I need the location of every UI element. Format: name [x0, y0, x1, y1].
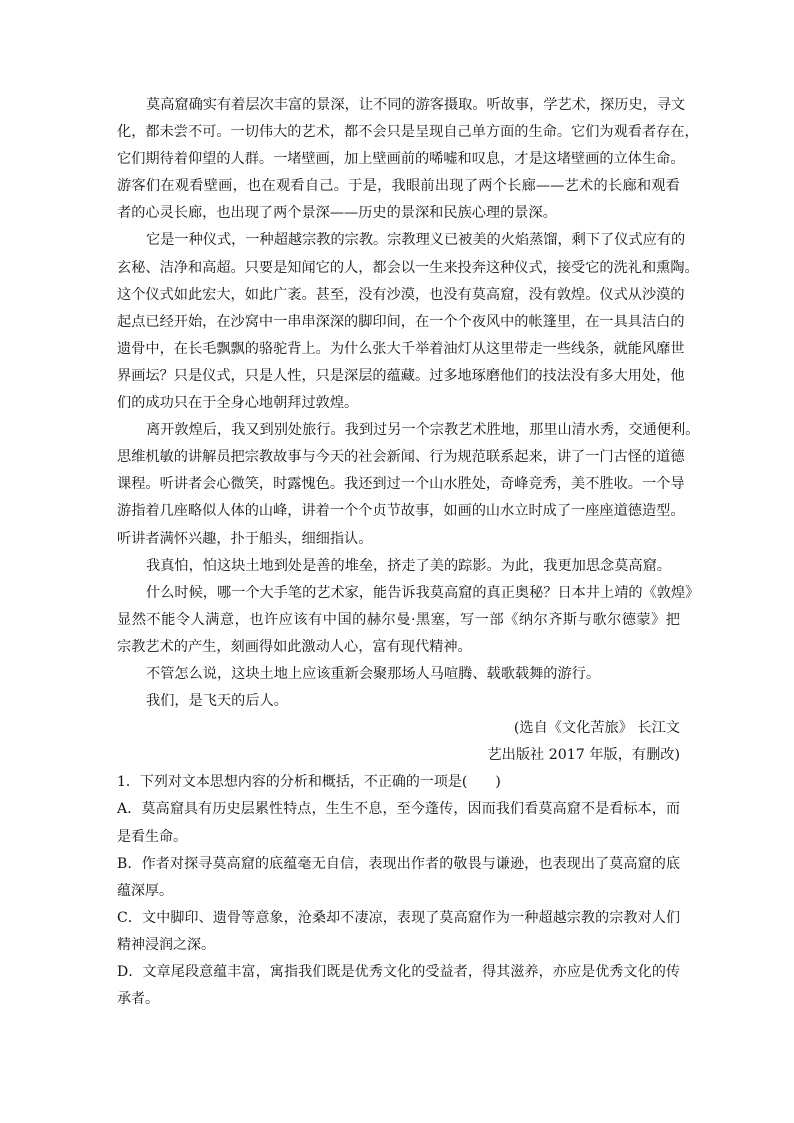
- option-line: C．文中脚印、遗骨等意象，沧桑却不凄凉，表现了莫高窟作为一种超越宗教的宗教对人们: [117, 909, 680, 926]
- option-c: [117, 905, 680, 959]
- text-line: 们的成功只在于全身心地朝拜过敦煌。: [117, 395, 359, 412]
- text-line: 什么时候，哪一个大手笔的艺术家，能告诉我莫高窟的真正奥秘？日本井上靖的《敦煌》: [146, 584, 700, 601]
- text-line: 听讲者满怀兴趣，扑于船头，细细指认。: [117, 530, 373, 547]
- text-line: 不管怎么说，这块土地上应该重新会聚那场人马喧腾、载歌载舞的游行。: [146, 665, 601, 682]
- paragraph-1: [117, 92, 699, 227]
- text-line: 化，都未尝不可。一切伟大的艺术，都不会只是呈现自己单方面的生命。它们为观看者存在，: [117, 124, 699, 141]
- option-line: A．莫高窟具有历史层累性特点，生生不息，至今蓬传，因而我们看莫高窟不是看标本，而: [117, 801, 680, 818]
- paragraph-3: [117, 417, 700, 552]
- text-line: 我们，是飞天的后人。: [146, 693, 288, 710]
- option-line: D．文章尾段意蕴丰富，寓指我们既是优秀文化的受益者，得其滋养，亦应是优秀文化的传: [117, 964, 680, 980]
- paragraph-4: [117, 553, 680, 580]
- document-page: [117, 92, 700, 1013]
- option-line: 精神浸润之深。: [117, 936, 215, 953]
- option-a: [117, 796, 680, 850]
- option-line: B．作者对探寻莫高窟的底蕴毫无自信，表现出作者的敬畏与谦逊，也表现出了莫高窟的底: [117, 855, 680, 872]
- text-line: 玄秘、洁净和高超。只要是知闻它的人，都会以一生来投奔这种仪式，接受它的洗礼和熏陶。: [117, 259, 699, 276]
- option-line: 蕴深厚。: [117, 882, 173, 899]
- text-line: 游指着几座略似人体的山峰，讲着一个个贞节故事，如画的山水立时成了一座座道德造型。: [117, 503, 685, 520]
- paragraph-7: [117, 688, 680, 715]
- text-line: 遗骨中，在长毛飘飘的骆驼背上。为什么张大千举着油灯从这里带走一些线条，就能风靡世: [117, 340, 685, 357]
- text-line: 思维机敏的讲解员把宗教故事与今天的社会新闻、行为规范联系起来，讲了一门古怪的道德: [117, 449, 685, 466]
- option-line: 承者。: [117, 991, 159, 1008]
- text-line: 界画坛？只是仪式，只是人性，只是深层的蕴藏。过多地琢磨他们的技法没有多大用处，他: [117, 367, 685, 384]
- text-line: 离开敦煌后，我又到别处旅行。我到过另一个宗教艺术胜地，那里山清水秀，交通便利。: [146, 422, 700, 439]
- text-line: 显然不能令人满意，也许应该有中国的赫尔曼·黑塞，写一部《纳尔齐斯与歌尔德蒙》把: [117, 611, 680, 628]
- text-line: 我真怕，怕这块土地到处是善的堆垒，挤走了美的踪影。为此，我更加思念莫高窟。: [146, 557, 671, 574]
- passage: [117, 92, 700, 769]
- question-1: [117, 769, 680, 1013]
- text-line: 课程。听讲者会心微笑，时露愧色。我还到过一个山水胜处，奇峰竞秀，美不胜收。一个导: [117, 476, 685, 493]
- text-line: 莫高窟确实有着层次丰富的景深，让不同的游客摄取。听故事，学艺术，探历史，寻文: [146, 97, 686, 113]
- text-line: 起点已经开始，在沙窝中一串串深深的脚印间，在一个个夜风中的帐篷里，在一具具洁白的: [117, 313, 685, 330]
- question-stem: 1．下列对文本思想内容的分析和概括，不正确的一项是( ): [117, 774, 501, 791]
- text-line: 这个仪式如此宏大，如此广袤。甚至，没有沙漠，也没有莫高窟，没有敦煌。仪式从沙漠的: [117, 286, 685, 303]
- paragraph-5: [117, 580, 700, 661]
- source-line: 艺出版社 2017 年版，有删改): [487, 747, 680, 764]
- text-line: 它们期待着仰望的人群。一堵壁画，加上壁画前的唏嘘和叹息，才是这堵壁画的立体生命。: [117, 151, 685, 168]
- option-b: [117, 851, 680, 905]
- text-line: 宗教艺术的产生，刻画得如此激动人心，富有现代精神。: [117, 638, 472, 655]
- text-line: 它是一种仪式，一种超越宗教的宗教。宗教理义已被美的火焰蒸馏，剩下了仪式应有的: [146, 232, 686, 249]
- option-line: 是看生命。: [117, 828, 187, 845]
- source-citation: [117, 715, 680, 769]
- paragraph-6: [117, 661, 680, 688]
- text-line: 游客们在观看壁画，也在观看自己。于是，我眼前出现了两个长廊——艺术的长廊和观看: [117, 178, 680, 195]
- source-line: (选自《文化苦旅》 长江文: [513, 720, 680, 737]
- text-line: 者的心灵长廊，也出现了两个景深——历史的景深和民族心理的景深。: [117, 205, 557, 222]
- option-d: [117, 959, 680, 1013]
- paragraph-2: [117, 227, 699, 417]
